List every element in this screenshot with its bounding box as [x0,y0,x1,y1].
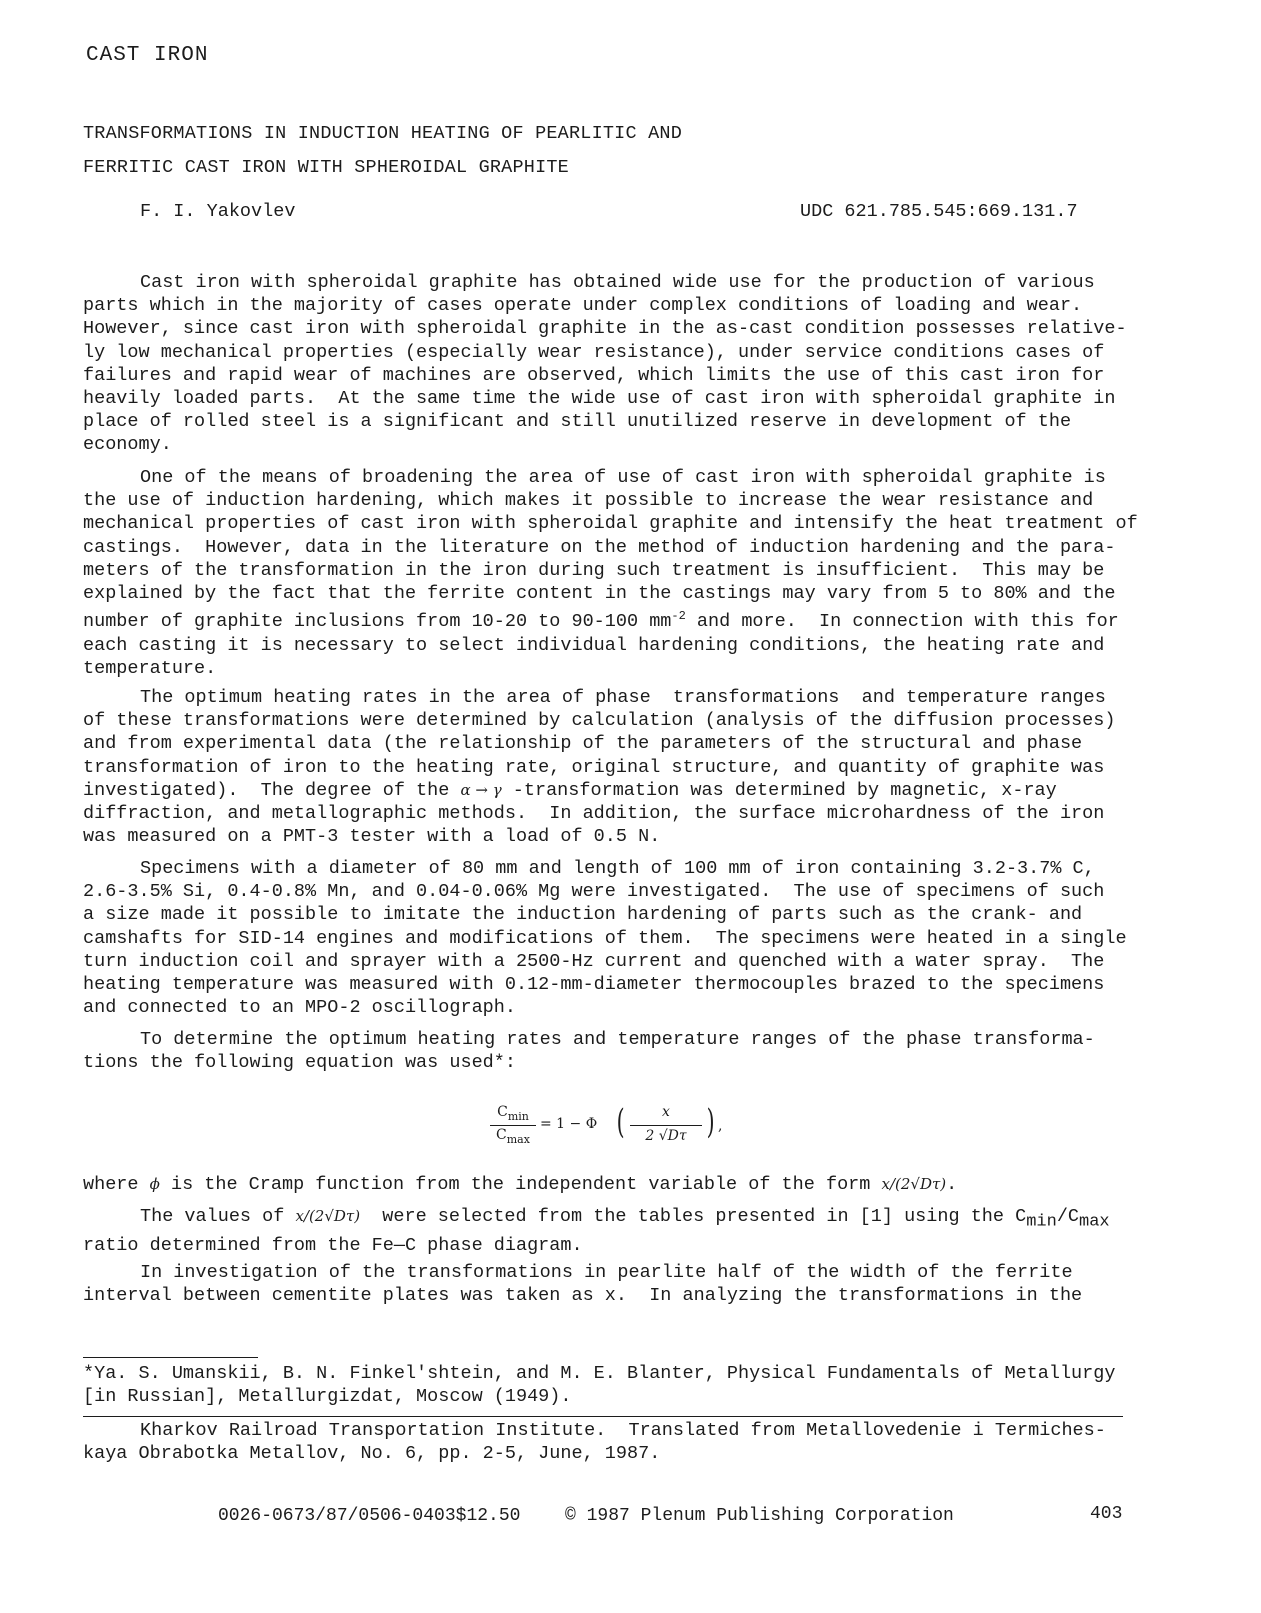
fraction-bar [490,1125,536,1126]
text-line: where ϕ is the Cramp function from the independent variable of the form x/(2√Dτ). [83,1174,958,1195]
text-line: heavily loaded parts. At the same time the wide use of cast iron with spheroidal graphite in [83,388,1116,410]
text-line: economy. [83,434,172,456]
left-paren: ( [616,1102,625,1142]
udc-code: UDC 621.785.545:669.131.7 [800,201,1078,222]
copyright: © 1987 Plenum Publishing Corporation [565,1506,954,1526]
math-expression: x/(2√Dτ) [295,1207,361,1225]
text-line: Kharkov Railroad Transportation Institute. Translated from Metallovedenie i Termiches- [140,1420,1106,1441]
text-line: number of graphite inclusions from 10-20 to 90-100 $mm^{-2}$ and more. In connection with this for [83,609,1119,633]
text-line: tions the following equation was used*: [83,1052,516,1074]
affiliation-note [83,1419,1173,1465]
page-number: 403 [1090,1504,1123,1524]
right-paren: ) [706,1102,715,1142]
text-line: camshafts for SID-14 engines and modifications of them. The specimens were heated in a single [83,927,1127,949]
alpha-gamma-symbol: α → γ [460,780,502,799]
text-line: To determine the optimum heating rates and temperature ranges of the phase transforma- [140,1029,1095,1050]
equation-denominator: $C_{max}$ [496,1127,530,1146]
paragraph-6 [83,1261,1173,1307]
text-line: each casting it is necessary to select individual hardening conditions, the heating rate and [83,634,1105,656]
text-line: However, since cast iron with spheroidal graphite in the as-cast condition possesses relative- [83,318,1127,340]
affiliation-rule [83,1416,1123,1417]
paragraph-1 [83,271,1173,457]
text-line: meters of the transformation in the iron during such treatment is insufficient. This may be [83,559,1105,581]
text-line: investigated). The degree of the α → γ -transformation was determined by magnetic, x-ray [83,779,1057,801]
text-line: ratio determined from the Fe—C phase diagram. [83,1234,583,1256]
text-line: *Ya. S. Umanskii, B. N. Finkel'shtein, and M. E. Blanter, Physical Fundamentals of Metallurgy [83,1363,1116,1384]
where-paragraph [83,1173,1173,1196]
text-line: interval between cementite plates was taken as x. In analyzing the transformations in the [83,1285,1083,1307]
text-line: Specimens with a diameter of 80 mm and length of 100 mm of iron containing 3.2-3.7% C, [140,858,1095,879]
text-line: kaya Obrabotka Metallov, No. 6, pp. 2-5, June, 1987. [83,1443,661,1464]
article-title-line-2: FERRITIC CAST IRON WITH SPHEROIDAL GRAPHITE [83,157,569,178]
text-line: temperature. [83,657,217,679]
paragraph-3 [83,686,1173,848]
text-line: explained by the fact that the ferrite content in the castings may vary from 5 to 80% and the [83,583,1116,605]
text-line: ly low mechanical properties (especially wear resistance), under service conditions cases of [83,341,1105,363]
text-line: castings. However, data in the literature on the method of induction hardening and the para- [83,536,1116,558]
equation [490,1100,770,1160]
article-code: 0026-0673/87/0506-0403$12.50 [218,1506,521,1526]
text-line: One of the means of broadening the area of use of cast iron with spheroidal graphite is [140,467,1106,488]
section-heading: CAST IRON [86,44,209,67]
equation-x: x [662,1104,670,1120]
text-line: The optimum heating rates in the area of phase transformations and temperature ranges [140,687,1106,708]
math-expression: x/(2√Dτ) [881,1175,947,1193]
author: F. I. Yakovlev [140,201,296,222]
text-line: heating temperature was measured with 0.12-mm-diameter thermocouples brazed to the specimens [83,974,1105,996]
text-line: failures and rapid wear of machines are observed, which limits the use of this cast iron for [83,364,1105,386]
text-line: and from experimental data (the relationship of the parameters of the structural and phase [83,733,1083,755]
values-paragraph [83,1205,1173,1257]
text-line: place of rolled steel is a significant and still unutilized reserve in development of the [83,411,1072,433]
equation-numerator: $C_{min}$ [497,1104,529,1123]
paragraph-2 [83,466,1173,680]
text-line: [in Russian], Metallurgizdat, Moscow (1949). [83,1386,572,1407]
fraction-bar [630,1125,702,1126]
paragraph-5 [83,1028,1173,1074]
equation-sqrt-denominator: 2 √Dτ [645,1128,687,1144]
text-line: In investigation of the transformations in pearlite half of the width of the ferrite [140,1262,1073,1283]
text-line: Cast iron with spheroidal graphite has obtained wide use for the production of various [140,272,1095,293]
text-line: a size made it possible to imitate the induction hardening of parts such as the crank- and [83,904,1083,926]
text-line: and connected to an MPO-2 oscillograph. [83,997,516,1019]
footnote [83,1362,1173,1408]
text-line: was measured on a PMT-3 tester with a load of 0.5 N. [83,826,661,848]
text-line: of these transformations were determined by calculation (analysis of the diffusion processes) [83,710,1116,732]
equation-rhs: = 1 − Φ [540,1116,598,1132]
footnote-rule [83,1357,258,1358]
paragraph-4 [83,857,1173,1019]
text-line: The values of x/(2√Dτ) were selected from the tables presented in [1] using the $C_{min}/C_{max}$ [140,1206,1110,1232]
text-line: the use of induction hardening, which makes it possible to increase the wear resistance and [83,490,1094,512]
equation-comma: , [718,1118,723,1134]
text-line: turn induction coil and sprayer with a 2500-Hz current and quenched with a water spray. The [83,950,1105,972]
text-line: diffraction, and metallographic methods. In addition, the surface microhardness of the iron [83,803,1105,825]
text-line: 2.6-3.5% Si, 0.4-0.8% Mn, and 0.04-0.06% Mg were investigated. The use of specimens of such [83,881,1105,903]
text-line: mechanical properties of cast iron with spheroidal graphite and intensify the heat treatment of [83,513,1138,535]
text-line: transformation of iron to the heating rate, original structure, and quantity of graphite was [83,756,1105,778]
text-line: parts which in the majority of cases operate under complex conditions of loading and wear. [83,295,1083,317]
article-title-line-1: TRANSFORMATIONS IN INDUCTION HEATING OF PEARLITIC AND [83,123,682,144]
